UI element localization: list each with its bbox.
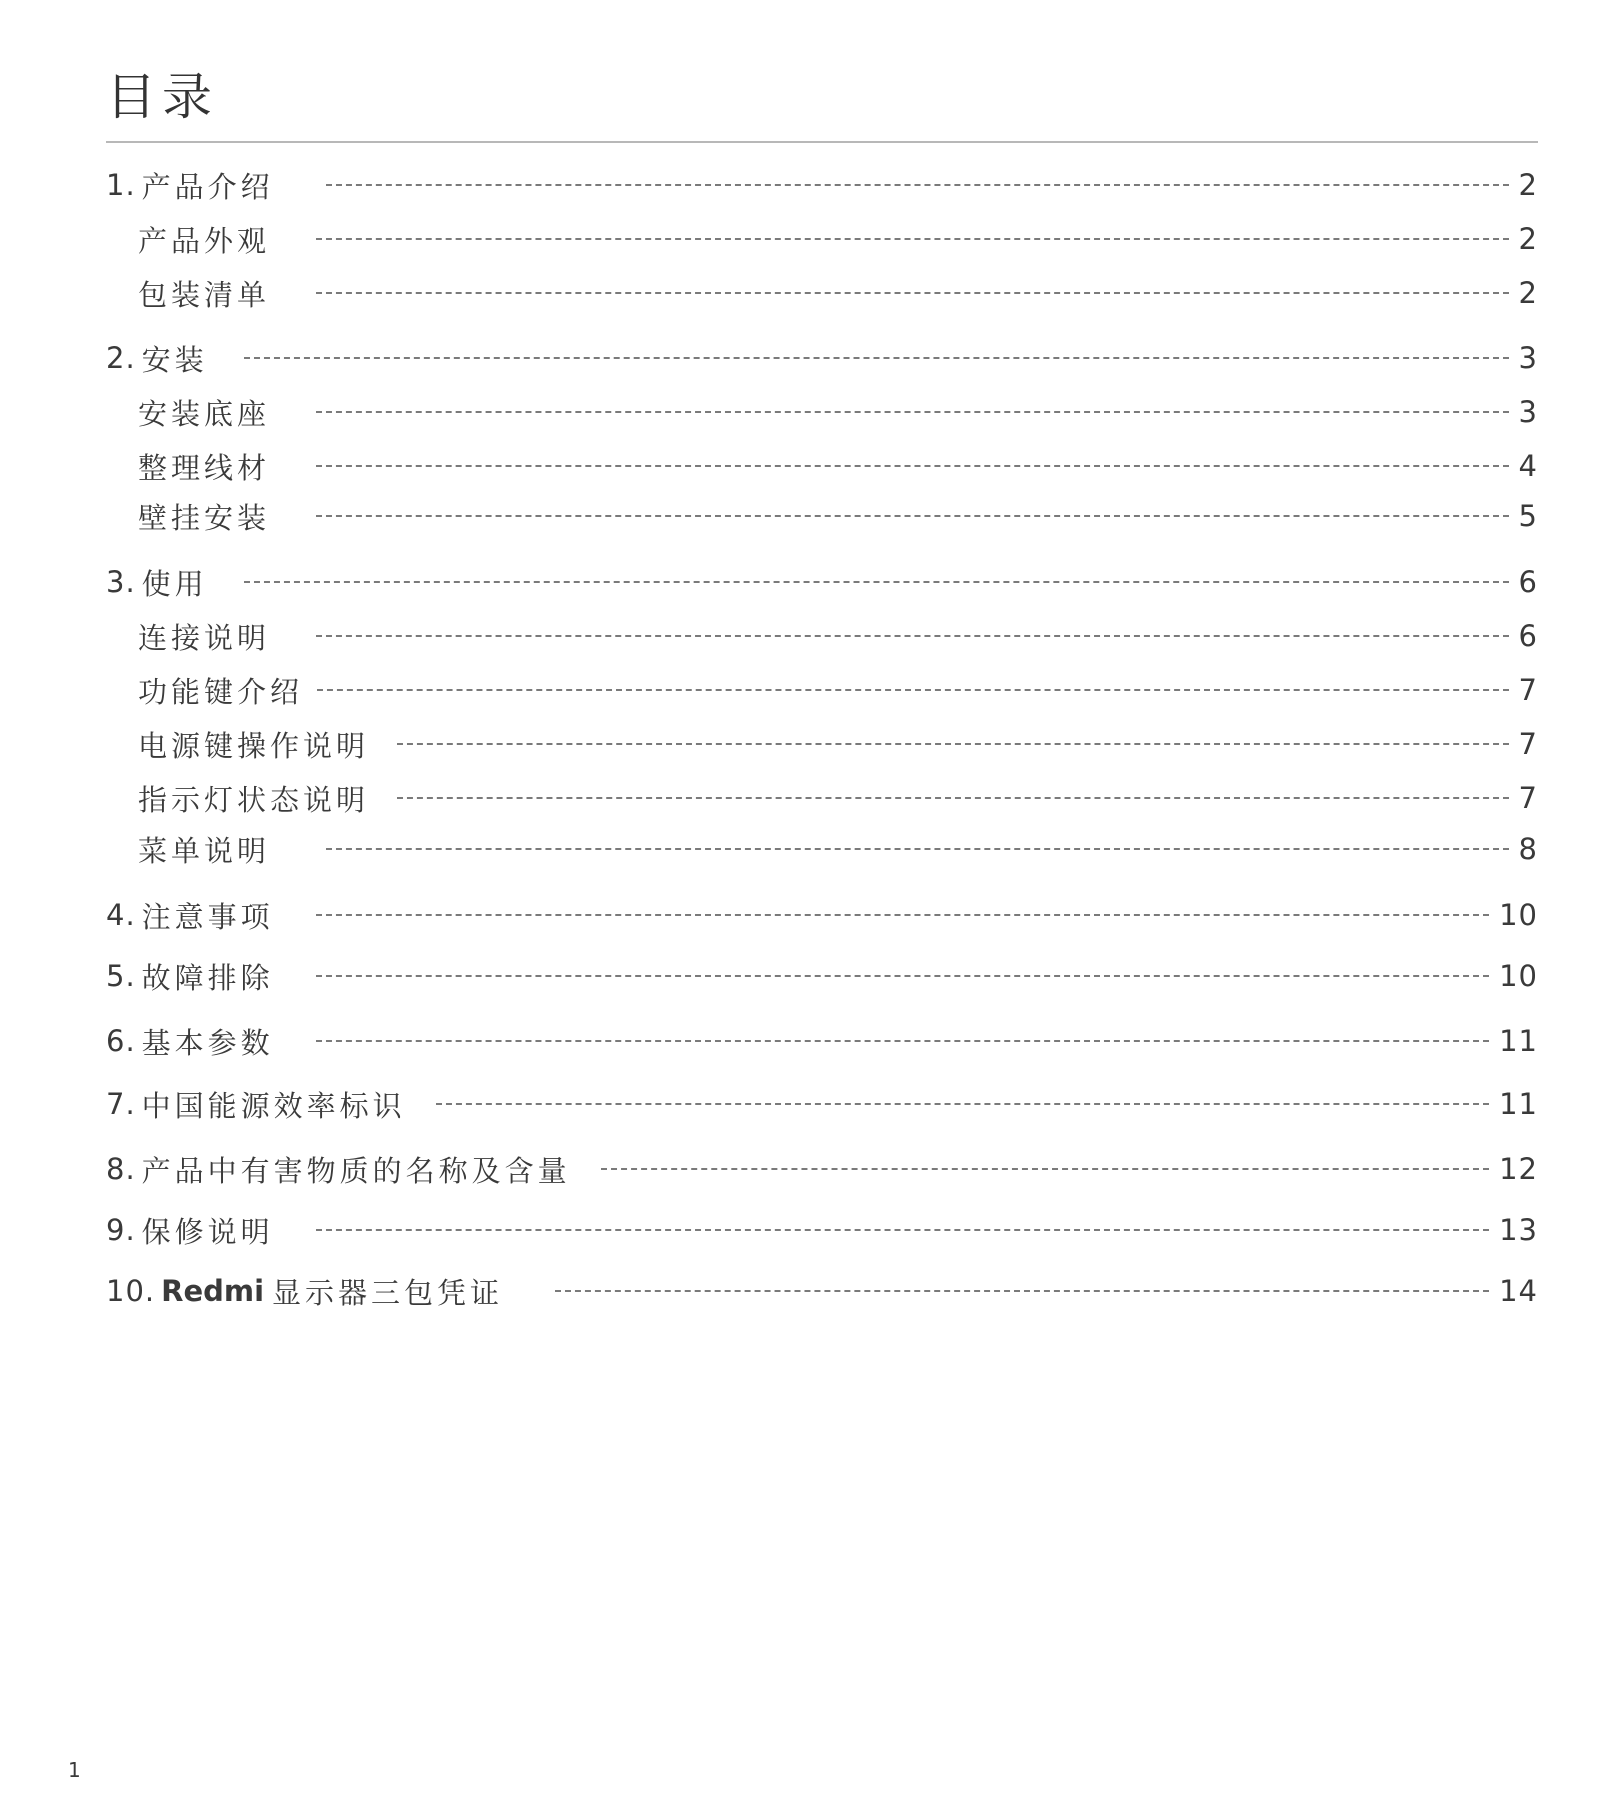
dot-leader bbox=[436, 1103, 1489, 1105]
dot-leader bbox=[555, 1290, 1489, 1292]
toc-entry-label bbox=[138, 219, 270, 260]
toc-entry-title: 故障排除 bbox=[141, 960, 274, 995]
dot-leader bbox=[326, 184, 1509, 186]
dot-leader bbox=[316, 914, 1489, 916]
dot-leader bbox=[316, 238, 1509, 240]
toc-entry-title: 包装清单 bbox=[138, 277, 271, 312]
toc-entry-page: 3 bbox=[1518, 395, 1538, 429]
toc-entry-number: 1. bbox=[106, 168, 136, 202]
toc-entry-number: 5. bbox=[106, 959, 136, 993]
toc-entry-label bbox=[138, 778, 369, 819]
toc-entry-title: 注意事项 bbox=[141, 899, 274, 934]
toc-entry-label bbox=[138, 496, 270, 537]
toc-entry-title: 壁挂安装 bbox=[138, 500, 271, 535]
dot-leader bbox=[244, 581, 1509, 583]
toc-entry-label bbox=[106, 1149, 571, 1190]
brand-name: Redmi bbox=[161, 1274, 265, 1308]
toc-entry-page: 10 bbox=[1499, 959, 1538, 993]
toc-entry-page: 7 bbox=[1518, 727, 1538, 761]
toc-entry-usage[interactable] bbox=[106, 562, 1538, 602]
dot-leader bbox=[244, 357, 1509, 359]
toc-entry-page: 2 bbox=[1518, 168, 1538, 202]
toc-entry-precautions[interactable] bbox=[106, 895, 1538, 935]
toc-entry-number: 6. bbox=[106, 1024, 136, 1058]
toc-entry-label bbox=[138, 670, 303, 711]
toc-entry-title: 电源键操作说明 bbox=[138, 728, 370, 763]
toc-entry-label bbox=[106, 1084, 406, 1125]
page-title: 目录 bbox=[106, 68, 218, 126]
toc-entry-indicator-light[interactable] bbox=[138, 778, 1538, 818]
toc-entry-title: 指示灯状态说明 bbox=[138, 782, 370, 817]
toc-entry-page: 6 bbox=[1518, 565, 1538, 599]
toc-entry-specifications[interactable] bbox=[106, 1021, 1538, 1061]
dot-leader bbox=[316, 465, 1509, 467]
toc-entry-number: 4. bbox=[106, 898, 136, 932]
toc-entry-label bbox=[106, 1210, 274, 1251]
toc-entry-troubleshooting[interactable] bbox=[106, 956, 1538, 996]
toc-entry-page: 7 bbox=[1518, 781, 1538, 815]
toc-entry-number: 3. bbox=[106, 565, 136, 599]
toc-entry-number: 8. bbox=[106, 1152, 136, 1186]
toc-entry-label bbox=[106, 956, 274, 997]
toc-entry-title: 保修说明 bbox=[141, 1214, 274, 1249]
dot-leader bbox=[326, 848, 1509, 850]
toc-entry-label bbox=[106, 165, 274, 206]
toc-entry-title: 中国能源效率标识 bbox=[141, 1088, 406, 1123]
toc-entry-page: 14 bbox=[1499, 1274, 1538, 1308]
toc-entry-page: 13 bbox=[1499, 1213, 1538, 1247]
toc-entry-cable-management[interactable] bbox=[138, 446, 1538, 486]
toc-entry-menu[interactable] bbox=[138, 829, 1538, 869]
dot-leader bbox=[316, 975, 1489, 977]
toc-entry-label bbox=[106, 1271, 503, 1312]
toc-entry-label bbox=[106, 338, 208, 379]
toc-entry-energy-label[interactable] bbox=[106, 1084, 1538, 1124]
toc-entry-page: 4 bbox=[1518, 449, 1538, 483]
toc-entry-page: 7 bbox=[1518, 673, 1538, 707]
toc-entry-page: 3 bbox=[1518, 341, 1538, 375]
toc-entry-label bbox=[106, 562, 208, 603]
toc-entry-label bbox=[138, 392, 270, 433]
toc-entry-title: 整理线材 bbox=[138, 450, 271, 485]
toc-entry-connection[interactable] bbox=[138, 616, 1538, 656]
toc-entry-label bbox=[106, 1021, 274, 1062]
dot-leader bbox=[316, 515, 1509, 517]
toc-entry-title: 菜单说明 bbox=[138, 833, 271, 868]
dot-leader bbox=[316, 635, 1509, 637]
toc-entry-title: 基本参数 bbox=[141, 1025, 274, 1060]
toc-entry-warranty[interactable] bbox=[106, 1210, 1538, 1250]
toc-entry-title: 显示器三包凭证 bbox=[272, 1275, 504, 1310]
toc-entry-label bbox=[138, 829, 270, 870]
toc-entry-title: 功能键介绍 bbox=[138, 674, 304, 709]
toc-entry-page: 11 bbox=[1499, 1087, 1538, 1121]
dot-leader bbox=[316, 411, 1509, 413]
toc-entry-page: 2 bbox=[1518, 276, 1538, 310]
toc-entry-page: 12 bbox=[1499, 1152, 1538, 1186]
toc-entry-title: 安装底座 bbox=[138, 396, 271, 431]
toc-entry-label bbox=[138, 273, 270, 314]
toc-entry-number: 7. bbox=[106, 1087, 136, 1121]
dot-leader bbox=[316, 1040, 1489, 1042]
toc-entry-page: 6 bbox=[1518, 619, 1538, 653]
toc-entry-product-intro[interactable] bbox=[106, 165, 1538, 205]
toc-entry-power-key[interactable] bbox=[138, 724, 1538, 764]
dot-leader bbox=[316, 292, 1509, 294]
toc-entry-number: 9. bbox=[106, 1213, 136, 1247]
toc-entry-label bbox=[138, 616, 270, 657]
toc-entry-page: 5 bbox=[1518, 499, 1538, 533]
toc-entry-three-guarantees[interactable] bbox=[106, 1271, 1538, 1311]
toc-entry-title: 产品中有害物质的名称及含量 bbox=[141, 1153, 571, 1188]
toc-entry-title: 安装 bbox=[141, 342, 208, 377]
toc-entry-product-appearance[interactable] bbox=[138, 219, 1538, 259]
toc-entry-page: 8 bbox=[1518, 832, 1538, 866]
dot-leader bbox=[397, 743, 1509, 745]
toc-entry-title: 使用 bbox=[141, 566, 208, 601]
dot-leader bbox=[316, 1229, 1489, 1231]
toc-entry-page: 10 bbox=[1499, 898, 1538, 932]
toc-entry-title: 产品外观 bbox=[138, 223, 271, 258]
toc-entry-title: 连接说明 bbox=[138, 620, 271, 655]
dot-leader bbox=[601, 1168, 1489, 1170]
toc-entry-package-list[interactable] bbox=[138, 273, 1538, 313]
toc-entry-label bbox=[138, 446, 270, 487]
toc-entry-function-keys[interactable] bbox=[138, 670, 1538, 710]
toc-entry-page: 2 bbox=[1518, 222, 1538, 256]
toc-entry-label bbox=[106, 895, 274, 936]
dot-leader bbox=[397, 797, 1509, 799]
toc-entry-page: 11 bbox=[1499, 1024, 1538, 1058]
toc-entry-label bbox=[138, 724, 369, 765]
page-number: 1 bbox=[68, 1758, 81, 1782]
dot-leader bbox=[317, 689, 1509, 691]
toc-entry-wall-mount[interactable] bbox=[138, 496, 1538, 536]
toc-entry-hazardous-substances[interactable] bbox=[106, 1149, 1538, 1189]
title-divider bbox=[106, 141, 1538, 143]
toc-entry-number: 10. bbox=[106, 1274, 156, 1308]
toc-entry-installation[interactable] bbox=[106, 338, 1538, 378]
toc-entry-title: 产品介绍 bbox=[141, 169, 274, 204]
toc-entry-install-base[interactable] bbox=[138, 392, 1538, 432]
toc-entry-number: 2. bbox=[106, 341, 136, 375]
